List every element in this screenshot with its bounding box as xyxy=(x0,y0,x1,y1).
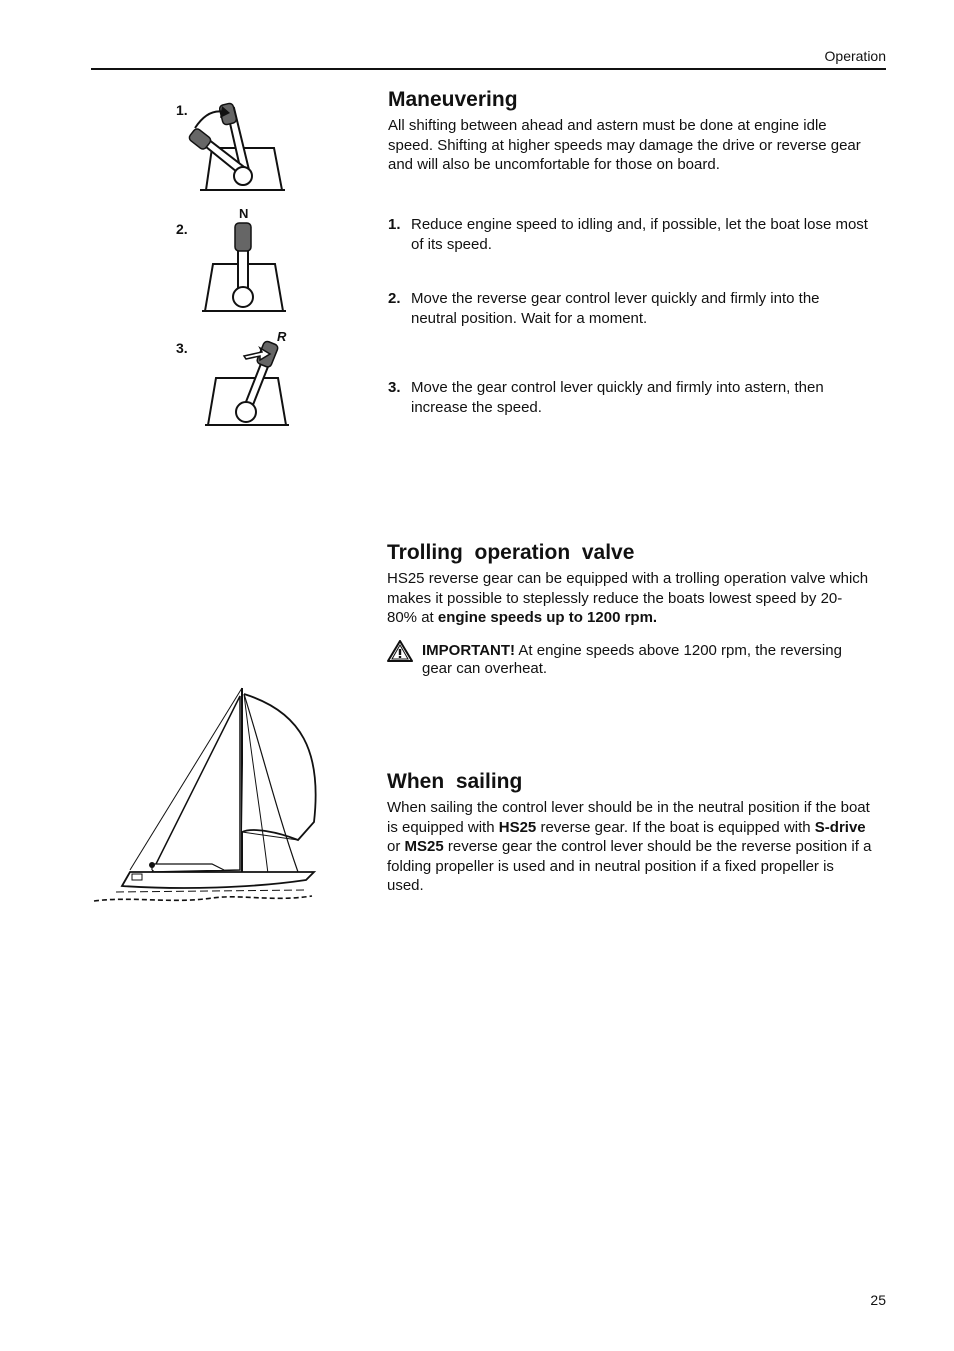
maneuvering-intro: All shifting between ahead and astern must be done at engine idle speed. Shifting at higher speeds may damage the drive or reverse gear and will also be uncomfortable for those on board. xyxy=(388,117,861,173)
important-text: IMPORTANT! At engine speeds above 1200 rpm, the reversing gear can overheat. xyxy=(422,642,842,677)
step-number: 1. xyxy=(388,216,401,233)
step-text: Move the gear control lever quickly and firmly into astern, then increase the speed. xyxy=(411,379,824,416)
warning-icon xyxy=(387,640,413,662)
running-header: Operation xyxy=(824,48,886,64)
step-text: Move the reverse gear control lever quickly and firmly into the neutral position. Wait for a moment. xyxy=(411,290,820,327)
step-number: 2. xyxy=(388,290,401,307)
step-item xyxy=(388,289,868,328)
step-item xyxy=(388,215,868,254)
page-number: 25 xyxy=(870,1292,886,1308)
section-title-sailing: When sailing xyxy=(387,770,523,793)
figure-label-2: 2. xyxy=(176,221,188,237)
figure-label-1: 1. xyxy=(176,102,188,118)
trolling-body: HS25 reverse gear can be equipped with a trolling operation valve which makes it possible to steplessly reduce the boats lowest speed by 20-80% at engine speeds up to 1200 rpm. xyxy=(387,570,869,626)
lever-ahead-illustration xyxy=(170,98,295,193)
step-item xyxy=(388,378,868,417)
lever-neutral-illustration xyxy=(198,218,288,314)
sailing-body: When sailing the control lever should be in the neutral position if the boat is equipped with HS25 reverse gear. If the boat is equipped with S-drive or MS25 reverse gear the control lever should be the reverse position if a folding propeller is used and in neutral position if a fixed propeller is used. xyxy=(387,799,872,894)
figure-label-3: 3. xyxy=(176,340,188,356)
section-title-maneuvering: Maneuvering xyxy=(388,88,518,111)
section-title-trolling: Trolling operation valve xyxy=(387,541,635,564)
header-rule xyxy=(91,68,886,70)
step-text: Reduce engine speed to idling and, if possible, let the boat lose most of its speed. xyxy=(411,216,868,253)
neutral-mark: N xyxy=(239,206,249,221)
lever-astern-illustration xyxy=(200,330,292,428)
important-note xyxy=(387,642,872,678)
reverse-mark: R xyxy=(277,329,287,344)
step-number: 3. xyxy=(388,379,401,396)
sailboat-illustration xyxy=(92,682,324,908)
